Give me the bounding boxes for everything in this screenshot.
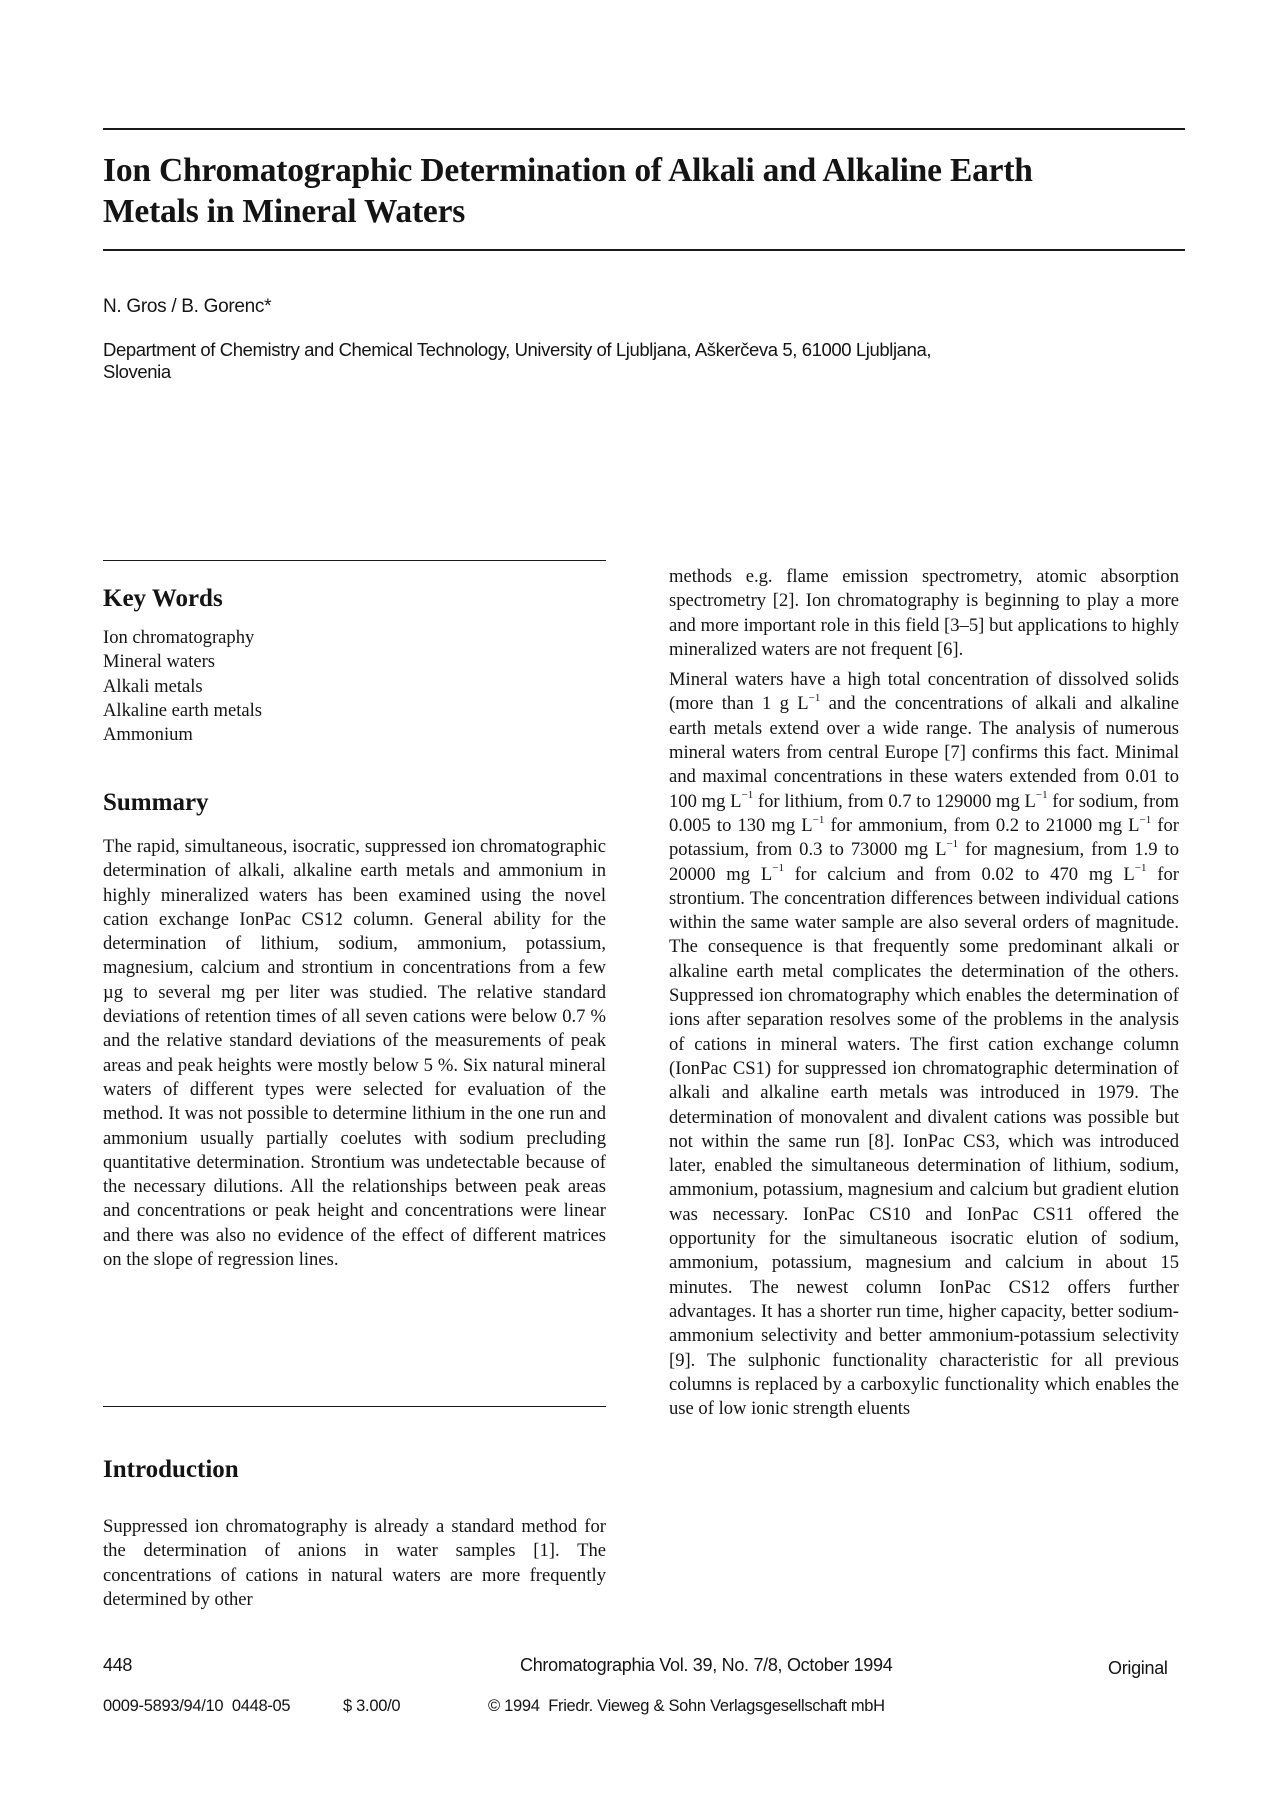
article-type: Original	[1108, 1658, 1168, 1678]
page-number: 448	[103, 1655, 133, 1675]
keyword-item: Ion chromatography	[103, 627, 255, 648]
title-line-1: Ion Chromatographic Determination of Alkali and Alkaline Earth	[103, 152, 1033, 189]
keyword-item: Alkaline earth metals	[103, 699, 263, 721]
article-price: $ 3.00/0	[343, 1697, 401, 1715]
keywords-rule	[103, 560, 606, 561]
keyword-item: Alkali metals	[103, 675, 203, 697]
summary-rule	[103, 1406, 606, 1407]
title-line-2: Metals in Mineral Waters	[103, 193, 466, 230]
keywords-heading: Key Words	[103, 585, 223, 612]
intro-para-1-right: methods e.g. flame emission spectrometry, atomic absorption spectrometry [2]. Ion chromatography is beginning to play a more and more important role in this field [3–5] but applications to highly mineralized waters are not frequent [6].	[669, 566, 1179, 660]
intro-right-column	[669, 565, 1179, 1421]
authors: N. Gros / B. Gorenc*	[103, 296, 272, 317]
keyword-item: Ammonium	[103, 724, 193, 746]
article-code: 0009-5893/94/10 0448-05	[103, 1697, 291, 1715]
affiliation: Department of Chemistry and Chemical Technology, University of Ljubljana, Aškerčeva 5, 61000 Ljubljana, Slovenia	[103, 339, 932, 382]
summary-heading: Summary	[103, 789, 209, 816]
introduction-heading: Introduction	[103, 1456, 239, 1483]
page-title	[103, 150, 1203, 232]
copyright: © 1994 Friedr. Vieweg & Sohn Verlagsgesellschaft mbH	[488, 1697, 885, 1715]
journal-citation: Chromatographia Vol. 39, No. 7/8, October 1994	[520, 1655, 893, 1675]
title-rule-top	[103, 128, 1185, 130]
intro-para-2: Mineral waters have a high total concentration of dissolved solids (more than 1 g $L^{-1}$ and the concentrations of alkali and alkaline earth metals extend over a wide range. The analysis of numerous mineral waters from central Europe [7] confirms this fact. Minimal and maximal concentrations in these waters extended from 0.01 to 100 mg $L^{-1}$ for lithium, from 0.7 to 129000 mg $L^{-1}$ for sodium, from 0.005 to 130 mg $L^{-1}$ for ammonium, from 0.2 to 21000 mg $L^{-1}$ for potassium, from 0.3 to 73000 mg $L^{-1}$ for magnesium, from 1.9 to 20000 mg $L^{-1}$ for calcium and from 0.02 to 470 mg $L^{-1}$ for strontium. The concentration differences between individual cations within the same water sample are also several orders of magnitude. The consequence is that frequently some predominant alkali or alkaline earth metal complicates the determination of the others. Suppressed ion chromatography which enables the determination of ions after separation resolves some of the problems in the analysis of cations in mineral waters. The first cation exchange column (IonPac CS1) for suppressed ion chromatographic determination of alkali and alkaline earth metals was introduced in 1979. The determination of monovalent and divalent cations was possible but not within the same run [8]. IonPac CS3, which was introduced later, enabled the simultaneous determination of lithium, sodium, ammonium, potassium, magnesium and calcium but gradient elution was necessary. IonPac CS10 and IonPac CS11 offered the opportunity for the simultaneous isocratic elution of sodium, ammonium, potassium, magnesium and calcium in about 15 minutes. The newest column IonPac CS12 offers further advantages. It has a shorter run time, higher capacity, better sodium-ammonium selectivity and better ammonium-potassium selectivity [9]. The sulphonic functionality characteristic for all previous columns is replaced by a carboxylic functionality which enables the use of low ionic strength eluents	[669, 669, 1180, 1420]
keywords-list	[103, 626, 262, 747]
keyword-item: Mineral waters	[103, 651, 216, 673]
summary-text: The rapid, simultaneous, isocratic, suppressed ion chromatographic determination of alkali, alkaline earth metals and ammonium in highly mineralized waters has been examined using the novel cation exchange IonPac CS12 column. General ability for the determination of lithium, sodium, ammonium, potassium, magnesium, calcium and strontium in concentrations from a few µg to several mg per liter was studied. The relative standard deviations of retention times of all seven cations were below 0.7 % and the relative standard deviations of the measurements of peak areas and peak heights were mostly below 5 %. Six natural mineral waters of different types were selected for evaluation of the method. It was not possible to determine lithium in the one run and ammonium usually partially coelutes with sodium precluding quantitative determination. Strontium was undetectable because of the necessary dilutions. All the relationships between peak areas and concentrations or peak height and concentrations were linear and there was also no evidence of the effect of different matrices on the slope of regression lines.	[103, 836, 606, 1271]
intro-para-1-left: Suppressed ion chromatography is already a standard method for the determination of anions in water samples [1]. The concentrations of cations in natural waters are more frequently determined by other	[103, 1516, 606, 1610]
title-rule-bottom	[103, 249, 1185, 251]
